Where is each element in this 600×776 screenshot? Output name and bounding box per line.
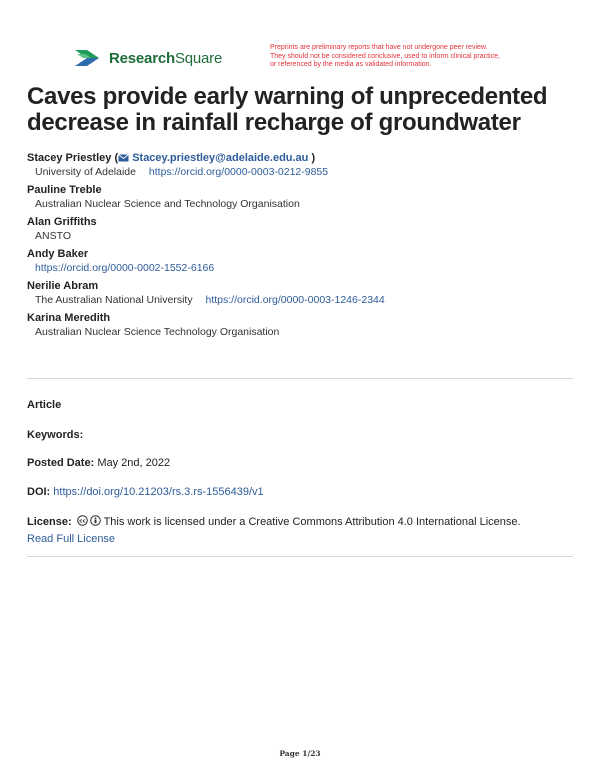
author-affiliation: ANSTO <box>35 230 71 242</box>
disclaimer-line-1: Preprints are preliminary reports that have not undergone peer review. <box>270 44 488 51</box>
license <box>27 515 577 530</box>
posted-date <box>27 456 577 471</box>
doi <box>27 485 577 500</box>
article-type <box>27 398 577 413</box>
author-email-link[interactable]: Stacey.priestley@adelaide.edu.au <box>132 152 309 164</box>
cc-by-icon <box>90 515 101 526</box>
logo-word-square: Square <box>174 49 223 67</box>
author-affiliation: Australian Nuclear Science and Technology Organisation <box>35 198 300 210</box>
author-orcid-link[interactable]: https://orcid.org/0000-0002-1552-6166 <box>35 262 215 274</box>
svg-text:cc: cc <box>78 518 86 525</box>
header <box>73 44 533 78</box>
read-license <box>27 532 577 547</box>
posted-date-value: May 2nd, 2022 <box>97 457 171 469</box>
author-name: Alan Griffiths <box>27 216 97 228</box>
author-name-text: Stacey Priestley <box>27 152 112 164</box>
page-number: Page 1/23 <box>279 749 321 758</box>
author-name: Nerilie Abram <box>27 280 99 292</box>
author-affiliation: The Australian National University <box>35 294 193 306</box>
author-orcid-link[interactable]: https://orcid.org/0000-0003-0212-9855 <box>148 166 329 178</box>
research-square-logo-icon <box>73 46 103 70</box>
disclaimer-line-3: or referenced by the media as validated information. <box>270 61 432 68</box>
author-name: Andy Baker <box>27 248 89 260</box>
author-name: Karina Meredith <box>27 312 111 324</box>
research-square-logo[interactable] <box>73 46 222 70</box>
author-orcid-link[interactable]: https://orcid.org/0000-0003-1246-2344 <box>205 294 385 306</box>
author-name <box>27 151 577 165</box>
divider-bottom <box>27 556 573 557</box>
author-affiliation-line <box>27 261 577 275</box>
author-affiliation-line <box>27 165 577 179</box>
disclaimer-line-2: They should not be considered conclusive, used to inform clinical practice, <box>270 52 500 60</box>
author-name: Pauline Treble <box>27 184 102 196</box>
paper-title: Caves provide early warning of unprecedented decrease in rainfall recharge of groundwater <box>27 83 548 136</box>
posted-date-label: Posted Date: <box>27 457 95 469</box>
email-paren-close: ) <box>308 152 316 164</box>
license-text: This work is licensed under a Creative Commons Attribution 4.0 International License. <box>103 516 521 528</box>
author-affiliation-line <box>27 229 577 243</box>
preprint-disclaimer <box>270 44 540 70</box>
author-affiliation: Australian Nuclear Science Technology Organisation <box>35 326 280 338</box>
article-type-text: Article <box>27 399 62 411</box>
license-label: License: <box>27 516 72 528</box>
author-list <box>27 151 577 343</box>
author-affiliation-line <box>27 197 577 211</box>
keywords-label: Keywords: <box>27 429 84 441</box>
author-affiliation-line <box>27 325 577 339</box>
divider-top <box>27 378 573 379</box>
cc-icon <box>77 515 88 526</box>
logo-text <box>109 50 222 67</box>
keywords <box>27 428 577 443</box>
email-paren-open: ( <box>114 152 119 164</box>
doi-label: DOI: <box>27 486 51 498</box>
logo-word-research: Research <box>109 49 175 67</box>
doi-link[interactable]: https://doi.org/10.21203/rs.3.rs-1556439/v1 <box>53 486 264 498</box>
read-full-license-link[interactable]: Read Full License <box>27 533 116 545</box>
author-affiliation: University of Adelaide <box>35 166 136 178</box>
envelope-icon <box>118 154 129 162</box>
author-affiliation-line <box>27 293 577 307</box>
